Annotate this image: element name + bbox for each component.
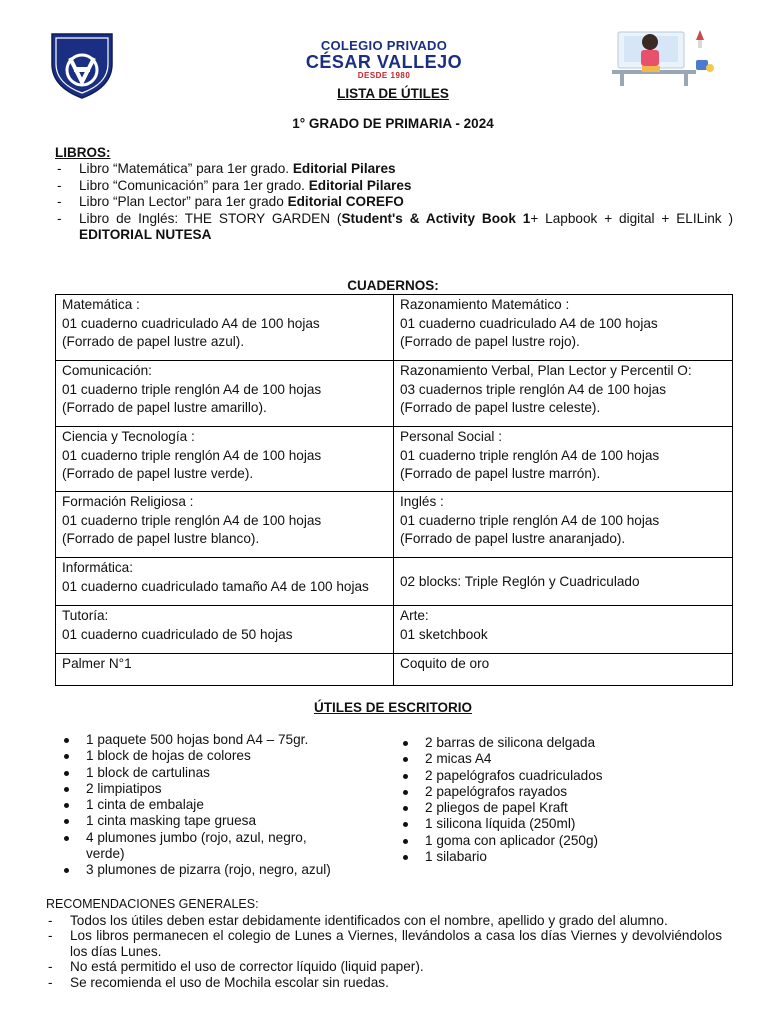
list-item: - No está permitido el uso de corrector líquido (liquid paper). [46, 959, 722, 975]
list-item: 2 pliegos de papel Kraft [401, 800, 701, 816]
table-row [56, 558, 733, 606]
list-item: 1 block de cartulinas [62, 765, 342, 781]
book-item: - Libro “Matemática” para 1er grado. Editorial Pilares [55, 161, 733, 178]
school-name-logo [283, 38, 485, 82]
list-item: 1 silabario [401, 849, 701, 865]
supplies-list-right [401, 735, 701, 865]
list-item: 1 block de hojas de colores [62, 748, 342, 764]
list-item: 1 paquete 500 hojas bond A4 – 75gr. [62, 732, 342, 748]
table-row [56, 492, 733, 558]
list-item: 2 barras de silicona delgada [401, 735, 701, 751]
notebooks-heading: CUADERNOS: [347, 278, 439, 293]
table-cell: Personal Social : 01 cuaderno triple renglón A4 de 100 hojas (Forrado de papel lustre marrón). [394, 427, 733, 492]
recommendations-section [46, 897, 722, 991]
table-cell: Formación Religiosa : 01 cuaderno triple renglón A4 de 100 hojas (Forrado de papel lustre blanco). [56, 492, 394, 558]
school-name-line2: CÉSAR VALLEJO [305, 52, 463, 72]
list-item: 3 plumones de pizarra (rojo, negro, azul) [62, 862, 342, 878]
document-title: LISTA DE ÚTILES [337, 86, 449, 101]
book-item: - Libro de Inglés: THE STORY GARDEN (Student's & Activity Book 1+ Lapbook + digital + ELILink ) EDITORIAL NUTESA [55, 211, 733, 244]
list-item: - Los libros permanecen el colegio de Lunes a Viernes, llevándolos a casa los días Viernes y devolviéndolos los días Lunes. [46, 928, 722, 959]
books-section [55, 144, 733, 244]
table-cell: Arte: 01 sketchbook [394, 606, 733, 654]
table-cell: Inglés : 01 cuaderno triple renglón A4 de 100 hojas (Forrado de papel lustre anaranjado). [394, 492, 733, 558]
recommendations-heading: RECOMENDACIONES GENERALES: [46, 897, 259, 911]
student-computer-illustration [612, 26, 718, 88]
school-since: DESDE 1980 [357, 71, 411, 80]
table-row [56, 295, 733, 361]
list-item: 1 cinta masking tape gruesa [62, 813, 342, 829]
table-cell: 02 blocks: Triple Reglón y Cuadriculado [394, 558, 733, 606]
recommendations-list [46, 913, 722, 991]
list-item: - Se recomienda el uso de Mochila escolar sin ruedas. [46, 975, 722, 991]
table-row [56, 606, 733, 654]
list-item: 4 plumones jumbo (rojo, azul, negro, verde) [62, 830, 311, 863]
books-heading: LIBROS: [55, 145, 111, 160]
table-cell: Tutoría: 01 cuaderno cuadriculado de 50 hojas [56, 606, 394, 654]
table-cell: Razonamiento Verbal, Plan Lector y Percentil O: 03 cuadernos triple renglón A4 de 100 hojas (Forrado de papel lustre celeste). [394, 361, 733, 427]
table-cell: Coquito de oro [394, 654, 733, 686]
table-row [56, 361, 733, 427]
document-subtitle: 1° GRADO DE PRIMARIA - 2024 [292, 116, 494, 131]
table-cell: Ciencia y Tecnología : 01 cuaderno triple renglón A4 de 100 hojas (Forrado de papel lustre verde). [56, 427, 394, 492]
table-cell: Razonamiento Matemático : 01 cuaderno cuadriculado A4 de 100 hojas (Forrado de papel lustre rojo). [394, 295, 733, 361]
books-list [55, 161, 733, 244]
table-row [56, 654, 733, 686]
supplies-list-left [62, 732, 342, 879]
table-cell: Informática: 01 cuaderno cuadriculado tamaño A4 de 100 hojas [56, 558, 394, 606]
list-item: 1 cinta de embalaje [62, 797, 342, 813]
table-row [56, 427, 733, 492]
table-cell: Palmer N°1 [56, 654, 394, 686]
list-item: - Todos los útiles deben estar debidamente identificados con el nombre, apellido y grado del alumno. [46, 913, 722, 929]
list-item: 1 silicona líquida (250ml) [401, 816, 701, 832]
list-item: 2 micas A4 [401, 751, 701, 767]
list-item: 2 limpiatipos [62, 781, 342, 797]
list-item: 2 papelógrafos cuadriculados [401, 768, 701, 784]
book-item: - Libro “Comunicación” para 1er grado. Editorial Pilares [55, 178, 733, 195]
notebooks-table [55, 294, 733, 686]
table-cell: Comunicación: 01 cuaderno triple renglón A4 de 100 hojas (Forrado de papel lustre amarillo). [56, 361, 394, 427]
list-item: 2 papelógrafos rayados [401, 784, 701, 800]
table-cell: Matemática : 01 cuaderno cuadriculado A4 de 100 hojas (Forrado de papel lustre azul). [56, 295, 394, 361]
school-name-line1: COLEGIO PRIVADO [320, 38, 448, 53]
list-item: 1 goma con aplicador (250g) [401, 833, 701, 849]
book-item: - Libro “Plan Lector” para 1er grado Editorial COREFO [55, 194, 733, 211]
supplies-heading: ÚTILES DE ESCRITORIO [313, 700, 473, 715]
